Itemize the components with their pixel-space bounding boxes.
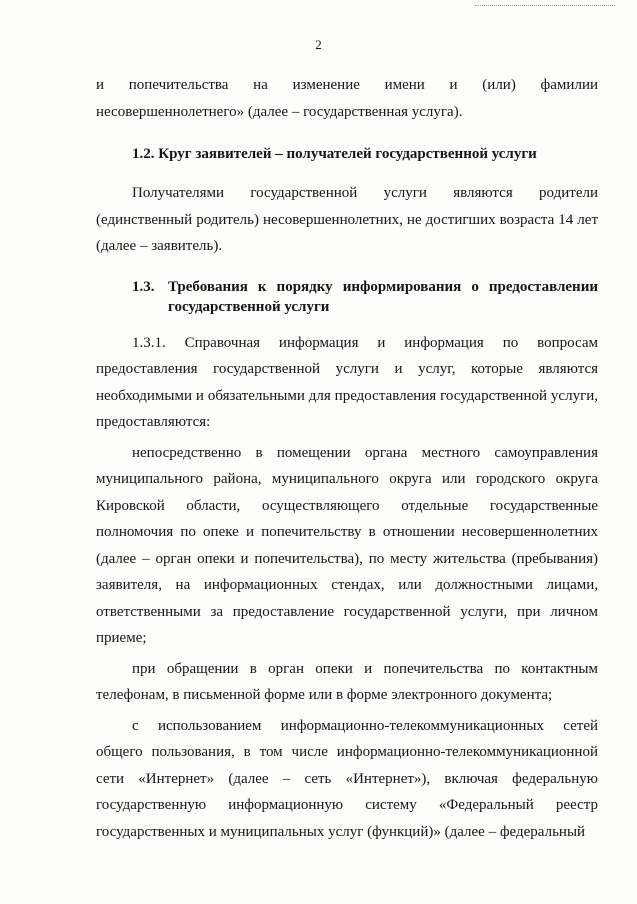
paragraph-in-person: непосредственно в помещении органа местного самоуправления муниципального района, муниципального округа или городского округа Кировской области, осуществляющего отдельные государственные полномочия по опеке и попечительству в отношении несовершеннолетних (далее – орган опеки и попечительства), по месту жительства (пребывания) заявителя, на информационных стендах, или должностными лицами, ответственными за предоставление государственной услуги, при личном приеме; — [96, 444, 598, 646]
section-1-3-heading — [96, 277, 598, 317]
paragraph-internet: с использованием информационно-телекоммуникационных сетей общего пользования, в том числе информационно-телекоммуникационной сети «Интернет» (далее – сеть «Интернет»), включая федеральную государственную информационную систему «Федеральный реестр государственных и муниципальных услуг (функций)» (далее – федеральный — [96, 717, 598, 840]
scan-artifact — [475, 5, 615, 8]
document-body — [96, 72, 598, 845]
section-1-3-title-line-1: Требования к порядку информирования о предоставлении — [168, 278, 598, 295]
intro-text-line-2: несовершеннолетнего» (далее – государственная услуга). — [96, 103, 463, 120]
paragraph-by-phone: при обращении в орган опеки и попечительства по контактным телефонам, в письменной форме или в форме электронного документа; — [96, 660, 598, 703]
intro-text-line-1: и попечительства на изменение имени и (или) фамилии — [96, 77, 598, 93]
section-1-2-body-line-1: Получателями государственной услуги являются родители — [132, 185, 598, 201]
section-1-2-body: (единственный родитель) несовершеннолетних, не достигших возраста 14 лет (далее – заявитель). — [96, 211, 598, 254]
section-1-2-heading: 1.2. Круг заявителей – получателей государственной услуги — [132, 146, 537, 162]
section-1-3-number: 1.3. — [132, 278, 155, 295]
page-number: 2 — [315, 37, 322, 52]
paragraph-1-3-1: 1.3.1. Справочная информация и информация по вопросам предоставления государственной услуги и услуг, которые являются необходимыми и обязательными для предоставления государственной услуги, предоставляются: — [96, 334, 598, 430]
section-1-3-title — [168, 277, 598, 317]
section-1-3-title-line-2: государственной услуги — [168, 298, 330, 315]
